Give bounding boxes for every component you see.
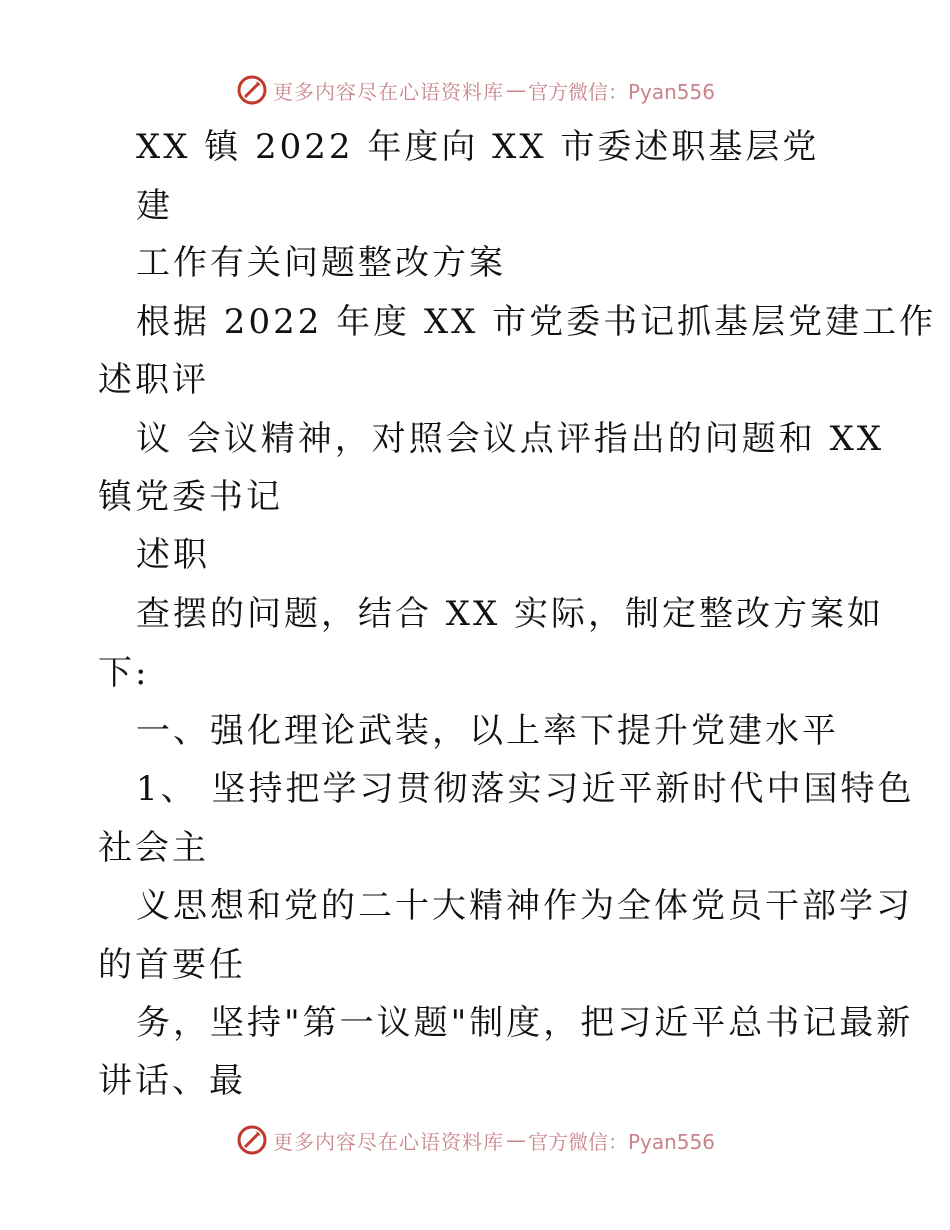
doc-line: 务，坚持"第一议题"制度，把习近平总书记最新 (136, 1003, 914, 1043)
doc-line: 议 会议精神，对照会议点评指出的问题和 XX (136, 419, 885, 459)
doc-line: 根据 2022 年度 XX 市党委书记抓基层党建工作 (136, 302, 937, 342)
watermark-wechat: 官方微信：Pyan556 (527, 1129, 715, 1154)
doc-line: 查摆的问题，结合 XX 实际，制定整改方案如 (136, 594, 885, 634)
doc-line: 述职评 (98, 360, 209, 400)
pen-logo-icon (235, 1123, 269, 1157)
watermark-text: 更多内容尽在心语资料库 (272, 79, 504, 104)
watermark-dash: — (505, 78, 526, 102)
doc-line: 工作有关问题整改方案 (136, 243, 506, 283)
doc-line: 义思想和党的二十大精神作为全体党员干部学习 (136, 886, 913, 926)
doc-line: 述职 (136, 535, 210, 575)
watermark-dash: — (505, 1128, 526, 1152)
doc-line: 1、 坚持把学习贯彻落实习近平新时代中国特色 (136, 769, 915, 809)
watermark-banner-bottom (0, 1120, 950, 1160)
doc-line: 建 (136, 186, 173, 226)
watermark-wechat: 官方微信：Pyan556 (527, 79, 715, 104)
doc-line: 社会主 (98, 828, 209, 868)
doc-line: 一、强化理论武装，以上率下提升党建水平 (136, 711, 839, 751)
doc-line: 镇党委书记 (98, 477, 283, 517)
doc-line: XX 镇 2022 年度向 XX 市委述职基层党 (136, 127, 820, 167)
watermark-text: 更多内容尽在心语资料库 (272, 1129, 504, 1154)
doc-line: 讲话、最 (98, 1061, 246, 1101)
doc-line: 的首要任 (98, 945, 246, 985)
doc-line: 下: (98, 653, 150, 693)
